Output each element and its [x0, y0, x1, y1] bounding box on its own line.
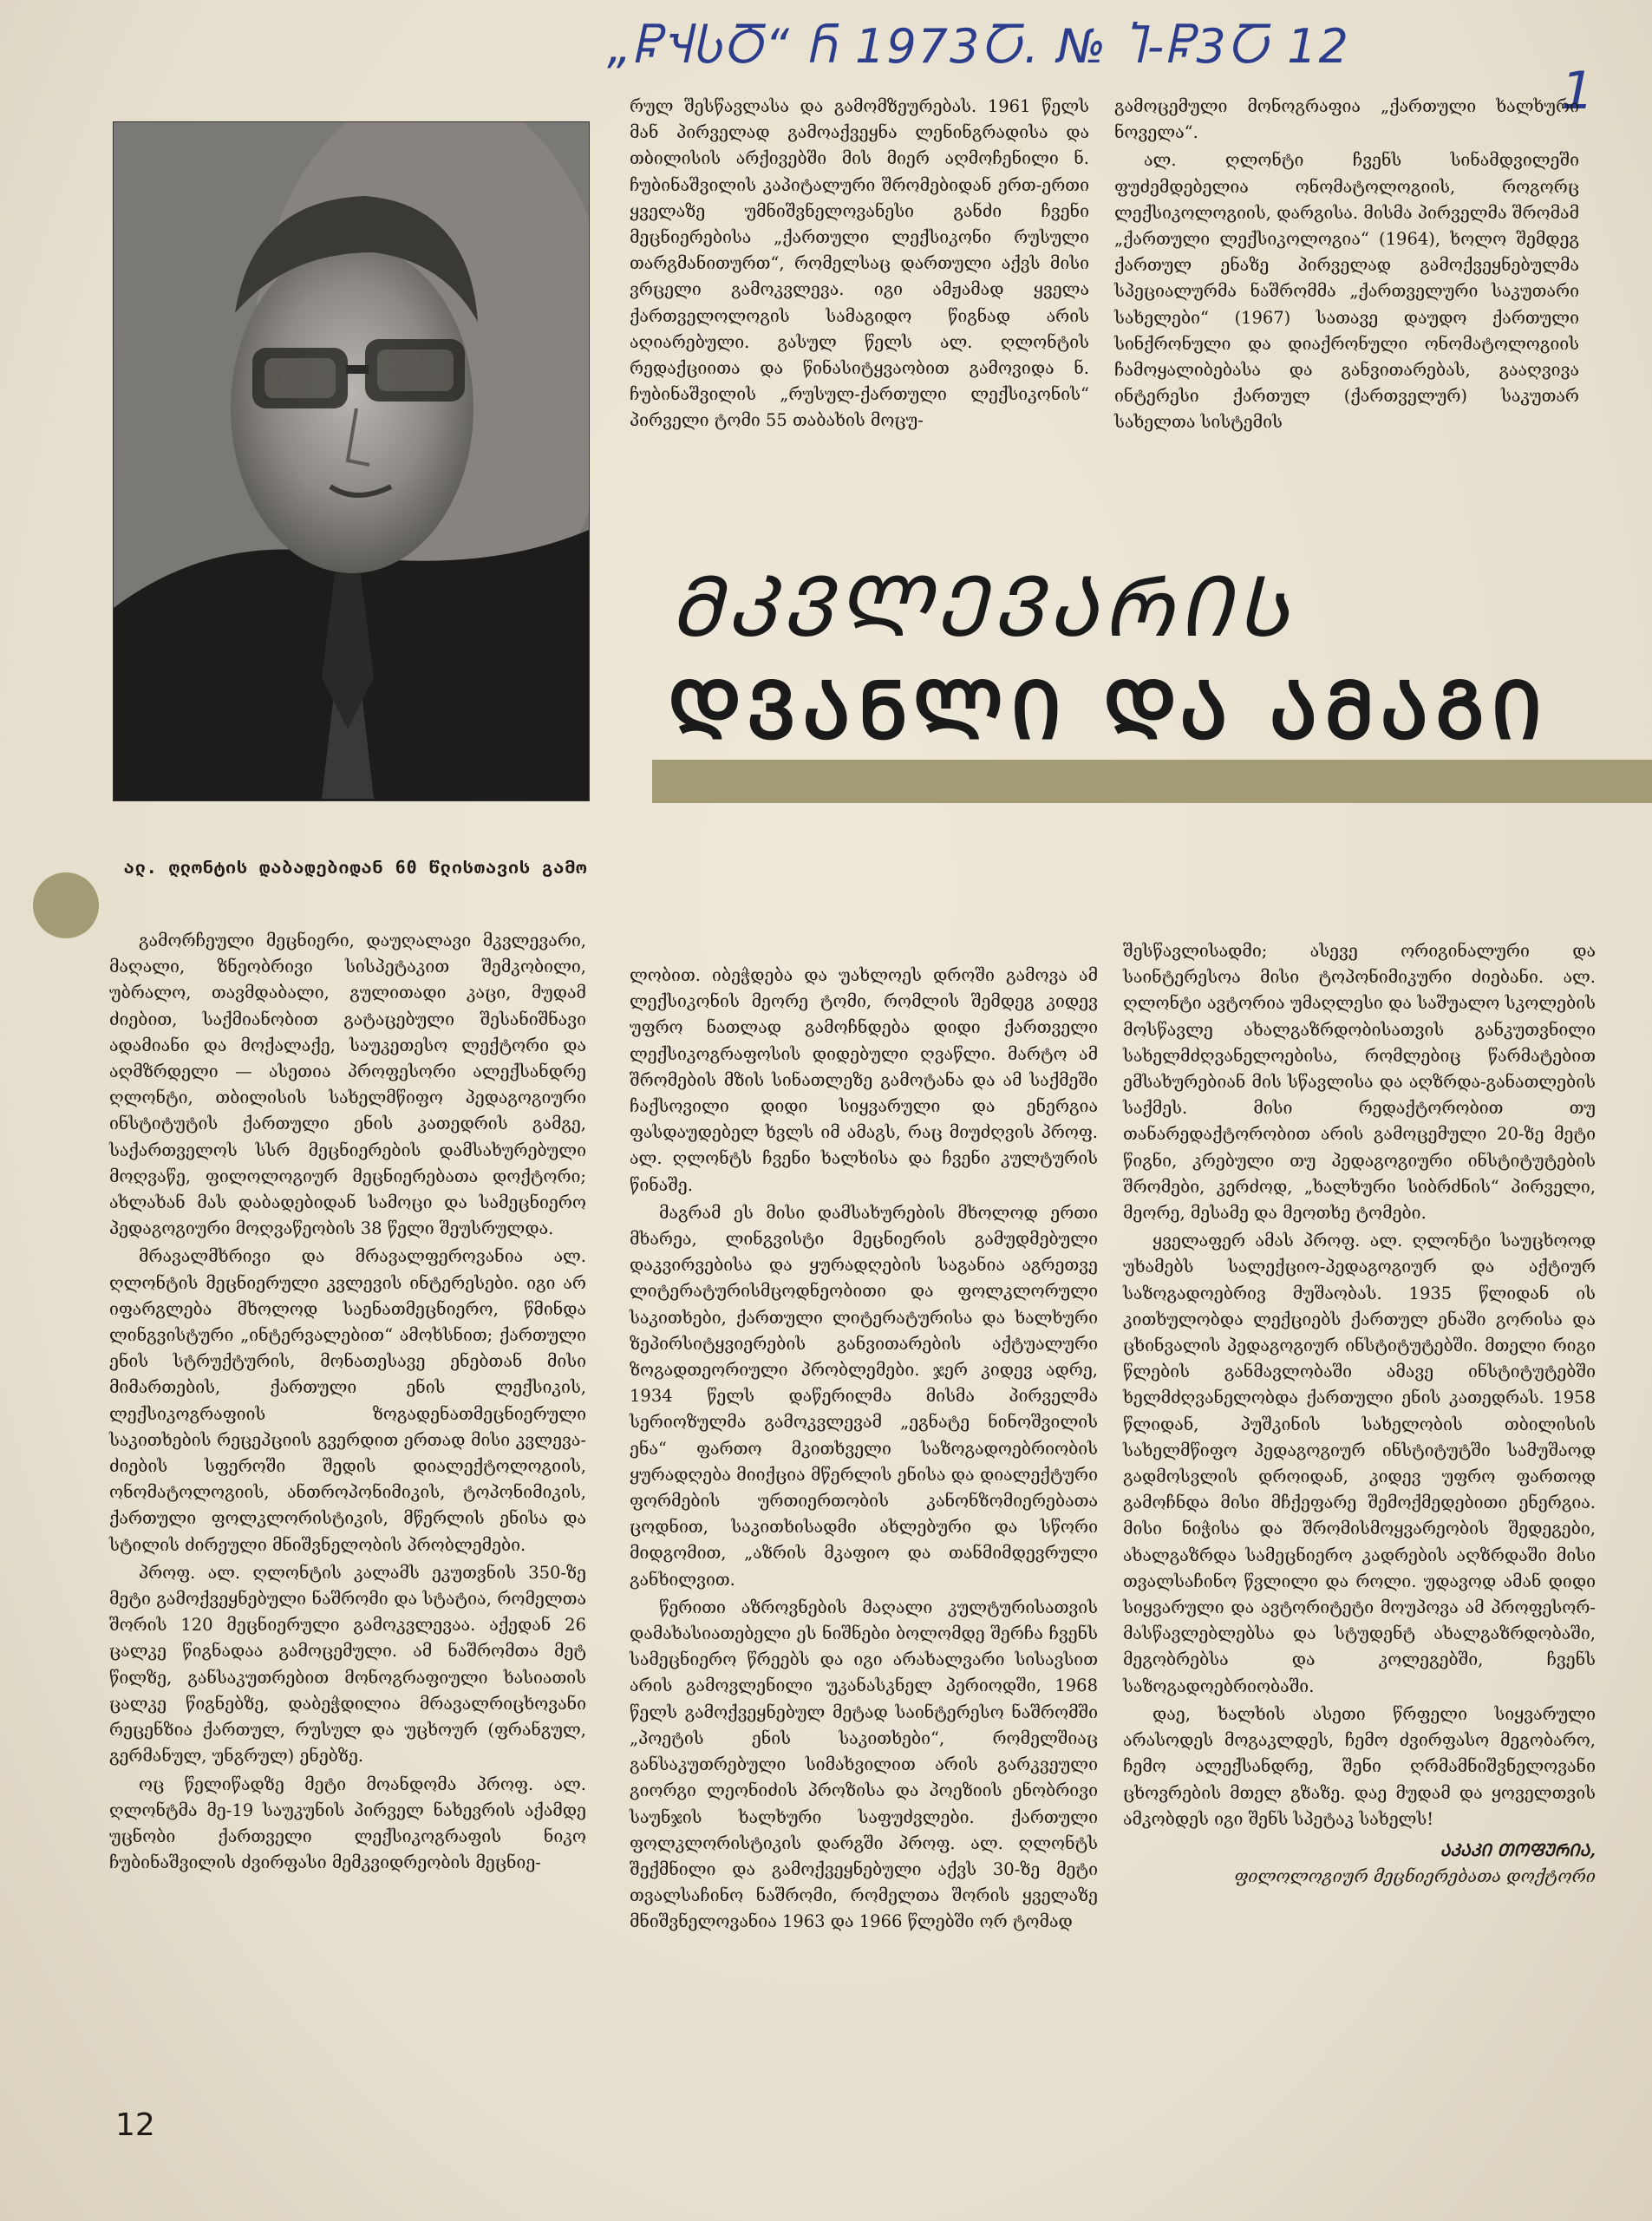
decorative-band [652, 760, 1652, 803]
article-column-bottom-1 [109, 928, 586, 1878]
article-column-top-1 [630, 94, 1089, 436]
article-column-bottom-2 [630, 963, 1098, 1937]
author-title: ფილოლოგიურ მეცნიერებათა დოქტორი [1234, 1866, 1596, 1887]
paragraph: რულ შესწავლასა და გამომზეურებას. 1961 წელს მან პირველად გამოაქვეყნა ლენინგრადისა და თბილისის არქივებში მის მიერ აღმოჩენილი ნ. ჩუბინაშვილის კაპიტალური შრომებიდან ერთ-ერთი ყველაზე უმნიშვნელოვანესი განძი ჩვენი მეცნიერებისა „ქართული ლექსიკონი რუსული თარგმანითურთ“, რომელსაც დართული აქვს მისი ვრცელი გამოკვლევა. იგი ამჟამად ყველა ქართველოლოგის სამაგიდო წიგნად არის აღიარებული. გასულ წელს ალ. ღლონტის რედაქციითა და წინასიტყვაობით გამოვიდა ნ. ჩუბინაშვილის „რუსულ-ქართული ლექსიკონის“ პირველი ტომი 55 თაბახის მოცუ- [630, 96, 1089, 431]
paragraph: გამოცემული მონოგრაფია „ქართული ხალხური ნოველა“. [1114, 96, 1579, 143]
portrait-illustration [114, 122, 589, 800]
paragraph: მრავალმხრივი და მრავალფეროვანია ალ. ღლონტის მეცნიერული კვლევის ინტერესები. იგი არ იფარგლება მხოლოდ საენათმეცნიერო, წმინდა ლინგვისტური „ინტერვალებით“ ამოხსნით; ქართული ენის სტრუქტურის, მონათესავე ენებთან მისი მიმართების, ქართული ენის ლექსიკის, ლექსიკოგრაფიის ზოგადენათმეცნიერული საკითხების რეცეპციის გვერდით ერთად მისი კვლევა-ძიების სფეროში შედის დიალექტოლოგიის, ონომატოლოგიის, ანთროპონიმიკის, ტოპონიმიკის, ქართული ფოლკლორისტიკის, მწერლის ენისა და სტილის ძირეული მნიშვნელობის პრობლემები. [109, 1246, 586, 1555]
paragraph: დაე, ხალხის ასეთი წრფელი სიყვარული არასოდეს მოგაკლდეს, ჩემო ძვირფასო მეგობარო, ჩემო ალექსანდრე, შენი ღრმამნიშვნელოვანი ცხოვრების მთელ გზაზე. დაე მუდამ და ყოველთვის ამკობდეს იგი შენს სპეტაკ სახელს! [1123, 1703, 1596, 1829]
headline-line-2: ᲓᲕᲐᲜᲚᲘ ᲓᲐ ᲐᲛᲐᲒᲘ [668, 664, 1550, 757]
author-signature: ᲐᲙᲐᲙᲘ ᲗᲝᲤᲣᲠᲘᲐ, [1440, 1839, 1596, 1860]
handwritten-corner-mark: 1 [1561, 61, 1595, 121]
paragraph: ოც წელიწადზე მეტი მოანდომა პროფ. ალ. ღლონტმა მე-19 საუკუნის პირველ ნახევრის აქამდე უცნობი ქართველი ლექსიკოგრაფის ნიკო ჩუბინაშვილის ძვირფასი მემკვიდრეობის მეცნიე- [109, 1774, 586, 1873]
article-column-top-2 [1114, 94, 1579, 438]
paragraph: პროფ. ალ. ღლონტის კალამს ეკუთვნის 350-ზე მეტი გამოქვეყნებული ნაშრომი და სტატია, რომელთა შორის 120 მეცნიერული გამოკვლევაა. აქედან 26 ცალკე წიგნადაა გამოცემული. ამ ნაშრომთა მეტ წილზე, განსაკუთრებით მონოგრაფიული ხასიათის ცალკე წიგნებზე, დაბეჭდილია მრავალრიცხოვანი რეცენზია ქართულ, რუსულ და უცხოურ (ფრანგულ, გერმანულ, უნგრულ) ენებზე. [109, 1562, 586, 1767]
paragraph: ლობით. იბეჭდება და უახლოეს დროში გამოვა ამ ლექსიკონის მეორე ტომი, რომლის შემდეგ კიდევ უფრო ნათლად გამოჩნდება დიდი ქართველი ლექსიკოგრაფოსის დიდებული ღვაწლი. მარტო ამ შრომების მზის სინათლეზე გამოტანა და ამ საქმეში ჩაქსოვილი დიდი სიყვარული და ენერგია ფასდაუდებელ ხვლს იმ ამაგს, რაც მიუძღვის პროფ. ალ. ღლონტს ჩვენი ხალხისა და ჩვენი კულტურის წინაშე. [630, 965, 1098, 1195]
paragraph: გამორჩეული მეცნიერი, დაუღალავი მკვლევარი, მაღალი, ზნეობრივი სისპეტაკით შემკობილი, უბრალო, თავმდაბალი, გულითადი კაცი, მუდამ ძიებით, საქმიანობით გატაცებული შესანიშნავი ადამიანი და მოქალაქე, საუკეთესო ლექტორი და აღმზრდელი — ასეთია პროფესორი ალექსანდრე ღლონტი, თბილისის სახელმწიფო პედაგოგიური ინსტიტუტის ქართული ენის კათედრის გამგე, საქართველოს სსრ მეცნიერების დამსახურებული მოღვაწე, ფილოლოგიურ მეცნიერებათა დოქტორი; ახლახან მას დაბადებიდან სამოცი და სამეცნიერო პედაგოგიური მოღვაწეობის 38 წელი შეუსრულდა. [109, 931, 586, 1239]
paragraph: წერითი აზროვნების მაღალი კულტურისათვის დამახასიათებელი ეს ნიშნები ბოლომდე შერჩა ჩვენს სამეცნიერო წრეებს და იგი არახალვარი სისავსით არის გამოვლენილი უკანასკნელ პერიოდში, 1968 წელს გამოქვეყნებულ მეტად საინტერესო ნაშრომში „პოეტის ენის საკითხები“, რომელშიაც განსაკუთრებული სიმახვილით არის გარკვეული გიორგი ლეონიძის პროზისა და პოეზიის ენობრივი საუნჯის ხალხური საფუძვლები. ქართული ფოლკლორისტიკის დარგში პროფ. ალ. ღლონტს შექმნილი და გამოქვეყნებული აქვს 30-ზე მეტი თვალსაჩინო ნაშრომი, რომელთა შორის ყველაზე მნიშვნელოვანია 1963 და 1966 წლებში ორ ტომად [630, 1597, 1098, 1932]
paragraph: შესწავლისადმი; ასევე ორიგინალური და საინტერესოა მისი ტოპონიმიკური ძიებანი. ალ. ღლონტი ავტორია უმაღლესი და საშუალო სკოლების მოსწავლე ახალგაზრდობისათვის განკუთვნილი სახელმძღვანელოებისა, რომლებიც წარმატებით ემსახურებიან მის სწავლისა და აღზრდა-განათლების საქმეს. მისი რედაქტორობით თუ თანარედაქტორობით არის გამოცემული 20-ზე მეტი წიგნი, კრებული თუ პედაგოგიური ინსტიტუტების შრომები, კერძოდ, „ხალხური სიბრძნის“ პირველი, მეორე, მესამე და მეოთხე ტომები. [1123, 941, 1596, 1224]
paragraph: მაგრამ ეს მისი დამსახურების მხოლოდ ერთი მხარეა, ლინგვისტი მეცნიერის გამუდმებული დაკვირვებისა და ყურადღების საგანია აგრეთვე ლიტერატურისმცოდნეობითი და ფოლკლორული საკითხები, ქართული ლიტერატურისა და ხალხური ზეპირსიტყვიერების განვითარების აქტუალური ზოგადთეორიული პრობლემები. ჯერ კიდევ ადრე, 1934 წელს დაწერილმა მისმა პირველმა სერიოზულმა გამოკვლევამ „ეგნატე ნინოშვილის ენა“ ფართო მკითხველი საზოგადოებრიობის ყურადღება მიიქცია მწერლის ენისა და დიალექტური ფორმების ურთიერთობის კანონზომიერებათა ცოდნით, საკითხისადმი ახლებური და სწორი მიდგომით, „აზრის მკაფიო და თანმიმდევრული განხილვით. [630, 1202, 1098, 1590]
article-subtitle: ალ. ღლონტის დაბადებიდან 60 წლისთავის გამო [123, 857, 588, 878]
handwritten-annotation: „ႼჃႱႣ“ Ⴌ 1973Ⴀ. № Ⴈ-Ⴜ3Ⴀ 12 [607, 19, 1350, 74]
portrait-photo [113, 121, 590, 801]
article-headline [633, 555, 1630, 763]
decorative-circle [33, 872, 99, 938]
headline-line-1: ᲛᲙᲕᲚᲔᲕᲐᲠᲘᲡ [669, 559, 1294, 656]
paragraph: ყველაფერ ამას პროფ. ალ. ღლონტი საუცხოოდ უხამებს სალექციო-პედაგოგიურ და აქტიურ საზოგადოებრივ მუშაობას. 1935 წლიდან ის კითხულობდა ლექციებს ქართულ ენაში გორისა და ცხინვალის პედაგოგიურ ინსტიტუტებში. მთელი რიგი წლების განმავლობაში ამავე ინსტიტუტებში ხელმძღვანელობდა ქართული ენის კათედრას. 1958 წლიდან, პუშკინის სახელობის თბილისის სახელმწიფო პედაგოგიურ ინსტიტუტში სამუშაოდ გადმოსვლის დროიდან, კიდევ უფრო ფართოდ გამოჩნდა მისი მჩქეფარე შემოქმედებითი ენერგია. მისი ნიჭისა და შრომისმოყვარეობის შედეგები, ახალგაზრდა სამეცნიერო კადრების აღზრდაში მისი თვალსაჩინო წვლილი და როლი. უდავოდ ამან დიდი სიყვარული და ავტორიტეტი მოუპოვა ამ პროფესორ-მასწავლებლებსა და სტუდენტ ახალგაზრდობაში, მეგობრებსა და კოლეგებში, ჩვენს საზოგადოებრიობაში. [1123, 1231, 1596, 1696]
page-number: 12 [115, 2107, 155, 2143]
paragraph: ალ. ღლონტი ჩვენს სინამდვილეში ფუძემდებელია ონომატოლოგიის, როგორც ლექსიკოლოგიის, დარგისა. მისმა პირველმა შრომამ „ქართული ლექსიკოლოგია“ (1964), ხოლო შემდეგ ქართულ ენაზე პირველად გამოქვეყნებულმა სპეციალურმა ნაშრომმა „ქართველური საკუთარი სახელები“ (1967) სათავე დაუდო ქართული სინქრონული და დიაქრონული ონომატოლოგიის ჩამოყალიბებასა და განვითარებას, გააღვივა ინტერესი ქართულ (ქართველურ) საკუთარ სახელთა სისტემის [1114, 150, 1579, 433]
article-column-bottom-3 [1123, 938, 1596, 1890]
